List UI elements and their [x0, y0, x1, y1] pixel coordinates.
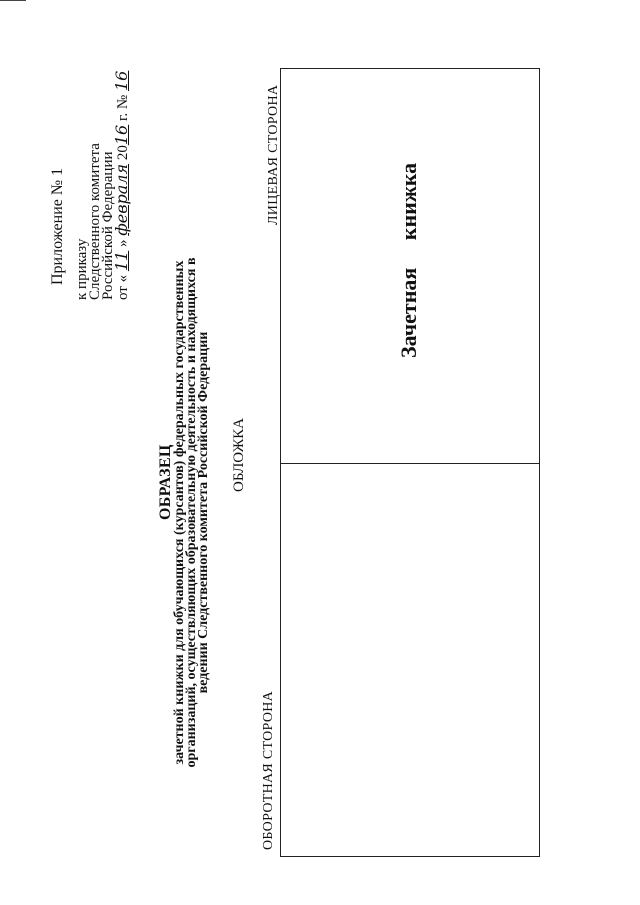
cover-divider [280, 463, 540, 464]
order-issuer-line2: Российской Федерации [100, 151, 116, 300]
front-side-label: ЛИЦЕВАЯ СТОРОНА [266, 84, 281, 225]
date-middle: » [115, 239, 131, 248]
date-year-prefix: 20 [115, 145, 131, 161]
date-year-suffix: г. № [115, 94, 131, 122]
appendix-number: Приложение № 1 [49, 167, 66, 285]
record-book-title: Зачетная книжка [396, 162, 421, 358]
date-month-handwritten: февраля [112, 163, 131, 236]
page-corner-mark [0, 0, 26, 7]
order-prefix: к приказу [74, 238, 90, 300]
date-day-handwritten: 11 [112, 250, 131, 272]
document-title: ОБРАЗЕЦ [157, 444, 174, 520]
back-side-label: ОБОРОТНАЯ СТОРОНА [261, 690, 276, 850]
date-prefix: от « [115, 274, 131, 300]
document-subtitle: зачетной книжки для обучающихся (курсантов) федеральных государственных организаций, осуществляющих образовательную деятельность и находящихся в ведении Следственного комитета Российской Федерации [172, 257, 211, 768]
cover-label: ОБЛОЖКА [231, 418, 247, 492]
date-year-handwritten: 16 [112, 124, 131, 146]
order-date-line [112, 70, 131, 300]
order-number-handwritten: 16 [112, 70, 131, 92]
order-issuer-line1: Следственного комитета [87, 143, 103, 300]
order-reference-block [76, 71, 130, 300]
